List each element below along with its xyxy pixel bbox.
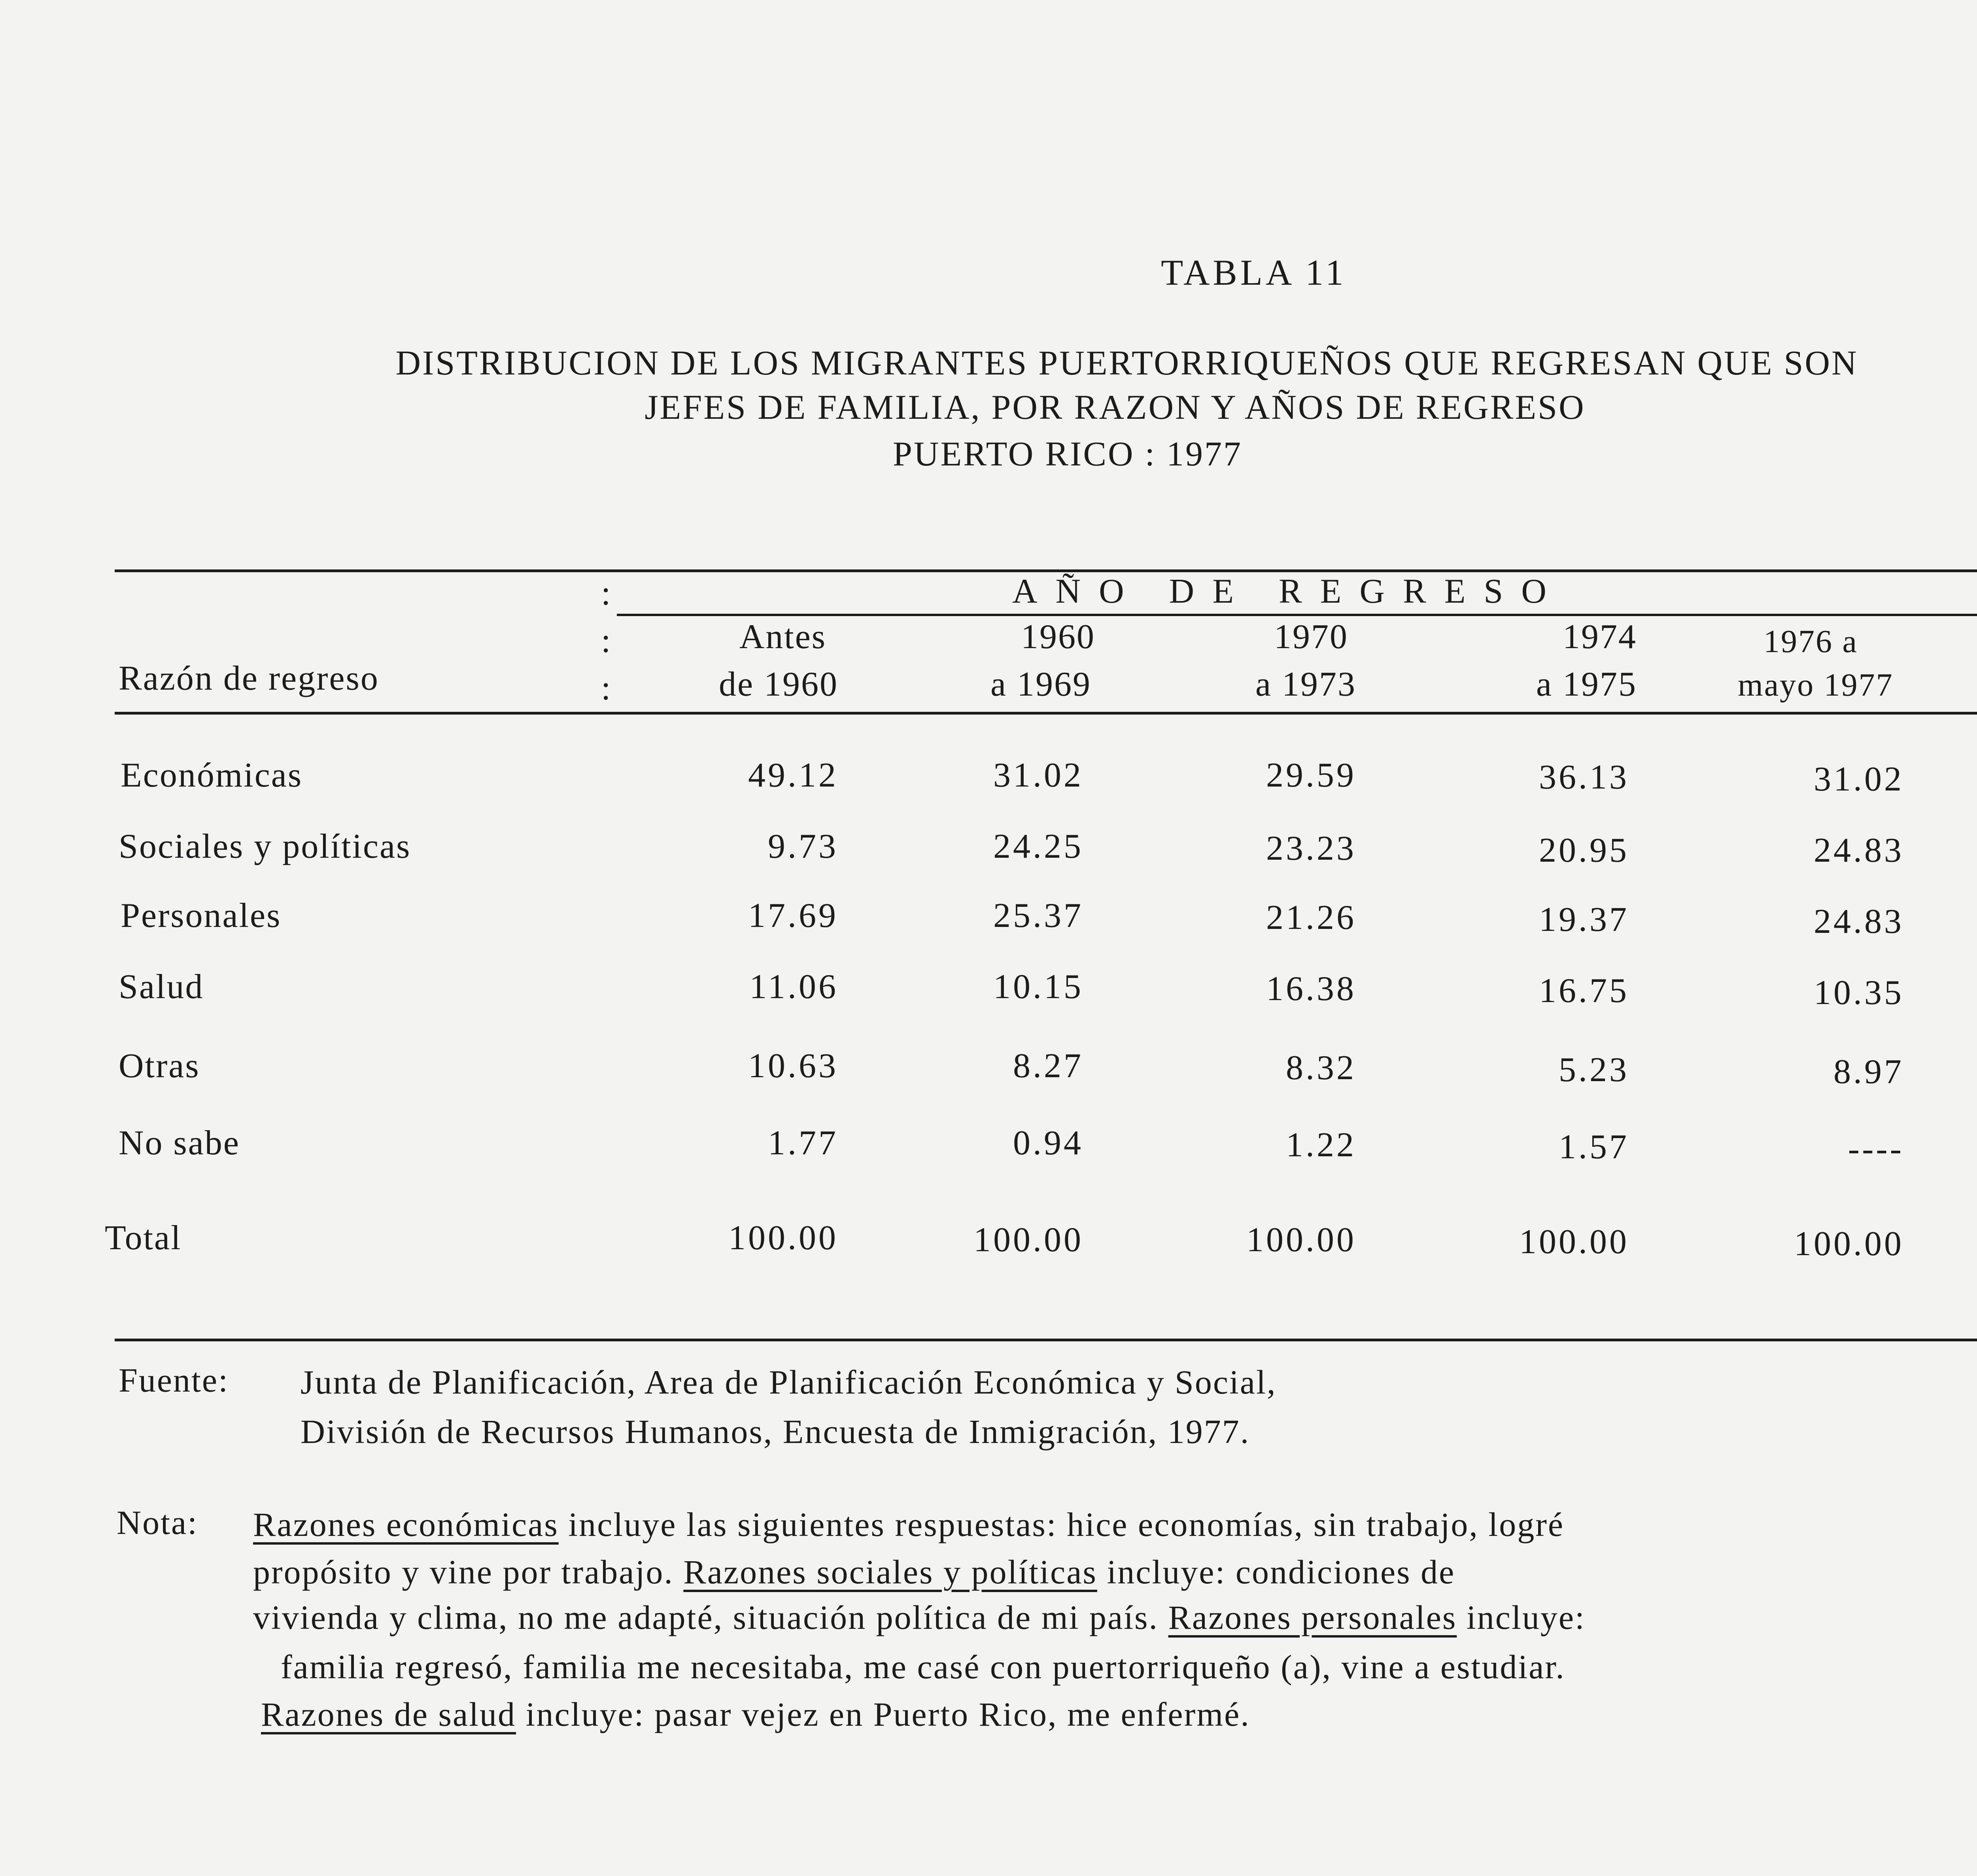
- column-header-5-line-1: 1976 a: [1763, 623, 1858, 659]
- note-text: propósito y vine por trabajo.: [253, 1553, 684, 1591]
- table-cell: ----: [1848, 1130, 1904, 1168]
- table-cell: 20.95: [1539, 831, 1629, 870]
- row-label: Otras: [119, 1047, 200, 1085]
- table-cell: 24.83: [1814, 902, 1904, 941]
- note-term-social-political: Razones sociales y políticas: [683, 1553, 1097, 1591]
- table-cell: 23.23: [1266, 829, 1356, 868]
- table-cell: 29.59: [1266, 756, 1356, 794]
- table-cell: 1.57: [1559, 1128, 1629, 1166]
- table-cell-total: 100.00: [973, 1221, 1083, 1259]
- table-cell: 36.13: [1539, 758, 1629, 796]
- group-header-rule: [617, 614, 1977, 616]
- note-label: Nota:: [117, 1503, 198, 1541]
- table-cell: 31.02: [993, 756, 1083, 794]
- note-text: incluye:: [1457, 1598, 1586, 1636]
- table-cell: 0.94: [1013, 1124, 1083, 1162]
- column-header-2-line-2: a 1969: [990, 665, 1091, 704]
- note-text: incluye: pasar vejez en Puerto Rico, me enfermé.: [516, 1695, 1250, 1733]
- table-cell: 10.15: [993, 968, 1083, 1006]
- source-line-1: Junta de Planificación, Area de Planificación Económica y Social,: [301, 1363, 1277, 1401]
- row-label-total: Total: [105, 1219, 182, 1257]
- table-title: TABLA 11: [1161, 252, 1347, 293]
- table-cell: 19.37: [1539, 900, 1629, 939]
- column-header-3-line-2: a 1973: [1255, 665, 1356, 704]
- column-header-2-line-1: 1960: [1021, 618, 1095, 656]
- note-line-2: [253, 1552, 1455, 1592]
- table-cell-total: 100.00: [1519, 1223, 1629, 1261]
- column-header-3-line-1: 1970: [1274, 618, 1348, 656]
- table-cell-total: 100.00: [1246, 1221, 1356, 1259]
- column-header-5-line-2: mayo 1977: [1738, 667, 1894, 703]
- header-colon-1: :: [601, 574, 611, 613]
- table-cell: 1.77: [768, 1124, 838, 1162]
- row-label: No sabe: [119, 1124, 240, 1162]
- table-cell: 21.26: [1266, 898, 1356, 937]
- row-label: Económicas: [121, 756, 303, 794]
- note-term-economic: Razones económicas: [253, 1505, 559, 1543]
- table-cell: 1.22: [1286, 1126, 1356, 1164]
- column-header-4-line-1: 1974: [1563, 618, 1637, 656]
- table-cell: 49.12: [748, 756, 838, 794]
- group-header: AÑO DE REGRESO: [1012, 572, 1565, 611]
- note-line-5: [261, 1694, 1250, 1734]
- header-bottom-rule: [115, 712, 1977, 715]
- row-label: Sociales y políticas: [119, 827, 411, 866]
- note-text: vivienda y clima, no me adapté, situación política de mi país.: [253, 1598, 1168, 1636]
- row-label: Personales: [121, 896, 282, 935]
- row-header: Razón de regreso: [119, 659, 379, 698]
- note-line-3: [253, 1598, 1586, 1637]
- table-subtitle-line-2: JEFES DE FAMILIA, POR RAZON Y AÑOS DE REGRESO: [645, 388, 1586, 427]
- table-cell-total: 100.00: [728, 1219, 838, 1257]
- table-cell: 8.32: [1286, 1049, 1356, 1087]
- table-cell: 5.23: [1559, 1051, 1629, 1089]
- note-term-personal: Razones personales: [1168, 1598, 1457, 1636]
- table-cell: 31.02: [1814, 760, 1904, 798]
- table-cell-total: 100.00: [1794, 1225, 1904, 1263]
- note-text: incluye las siguientes respuestas: hice economías, sin trabajo, logré: [558, 1505, 1565, 1543]
- note-line-4: familia regresó, familia me necesitaba, me casé con puertorriqueño (a), vine a estudiar.: [281, 1648, 1565, 1686]
- table-cell: 25.37: [993, 896, 1083, 935]
- note-line-1: [253, 1505, 1564, 1544]
- column-header-1-line-1: Antes: [739, 618, 826, 656]
- row-label: Salud: [119, 968, 204, 1006]
- note-term-health: Razones de salud: [261, 1695, 516, 1733]
- column-header-4-line-2: a 1975: [1536, 665, 1637, 704]
- header-colon-3: :: [601, 669, 611, 707]
- table-cell: 17.69: [748, 896, 838, 935]
- column-header-1-line-2: de 1960: [718, 665, 838, 704]
- table-subtitle-line-1: DISTRIBUCION DE LOS MIGRANTES PUERTORRIQUEÑOS QUE REGRESAN QUE SON: [395, 344, 1858, 382]
- table-cell: 10.35: [1814, 974, 1904, 1012]
- source-line-2: División de Recursos Humanos, Encuesta de Inmigración, 1977.: [301, 1413, 1250, 1450]
- table-subtitle-line-3: PUERTO RICO : 1977: [892, 435, 1243, 473]
- note-text: incluye: condiciones de: [1097, 1553, 1455, 1591]
- table-cell: 16.75: [1539, 972, 1629, 1010]
- table-cell: 10.63: [748, 1047, 838, 1085]
- source-label: Fuente:: [119, 1361, 229, 1399]
- bottom-rule: [115, 1339, 1977, 1341]
- table-cell: 11.06: [749, 968, 838, 1006]
- table-cell: 8.27: [1013, 1047, 1083, 1085]
- table-cell: 16.38: [1266, 970, 1356, 1008]
- table-cell: 24.83: [1814, 831, 1904, 870]
- table-cell: 9.73: [768, 827, 838, 866]
- table-cell: 24.25: [993, 827, 1083, 866]
- table-cell: 8.97: [1833, 1053, 1904, 1091]
- header-colon-2: :: [601, 622, 611, 660]
